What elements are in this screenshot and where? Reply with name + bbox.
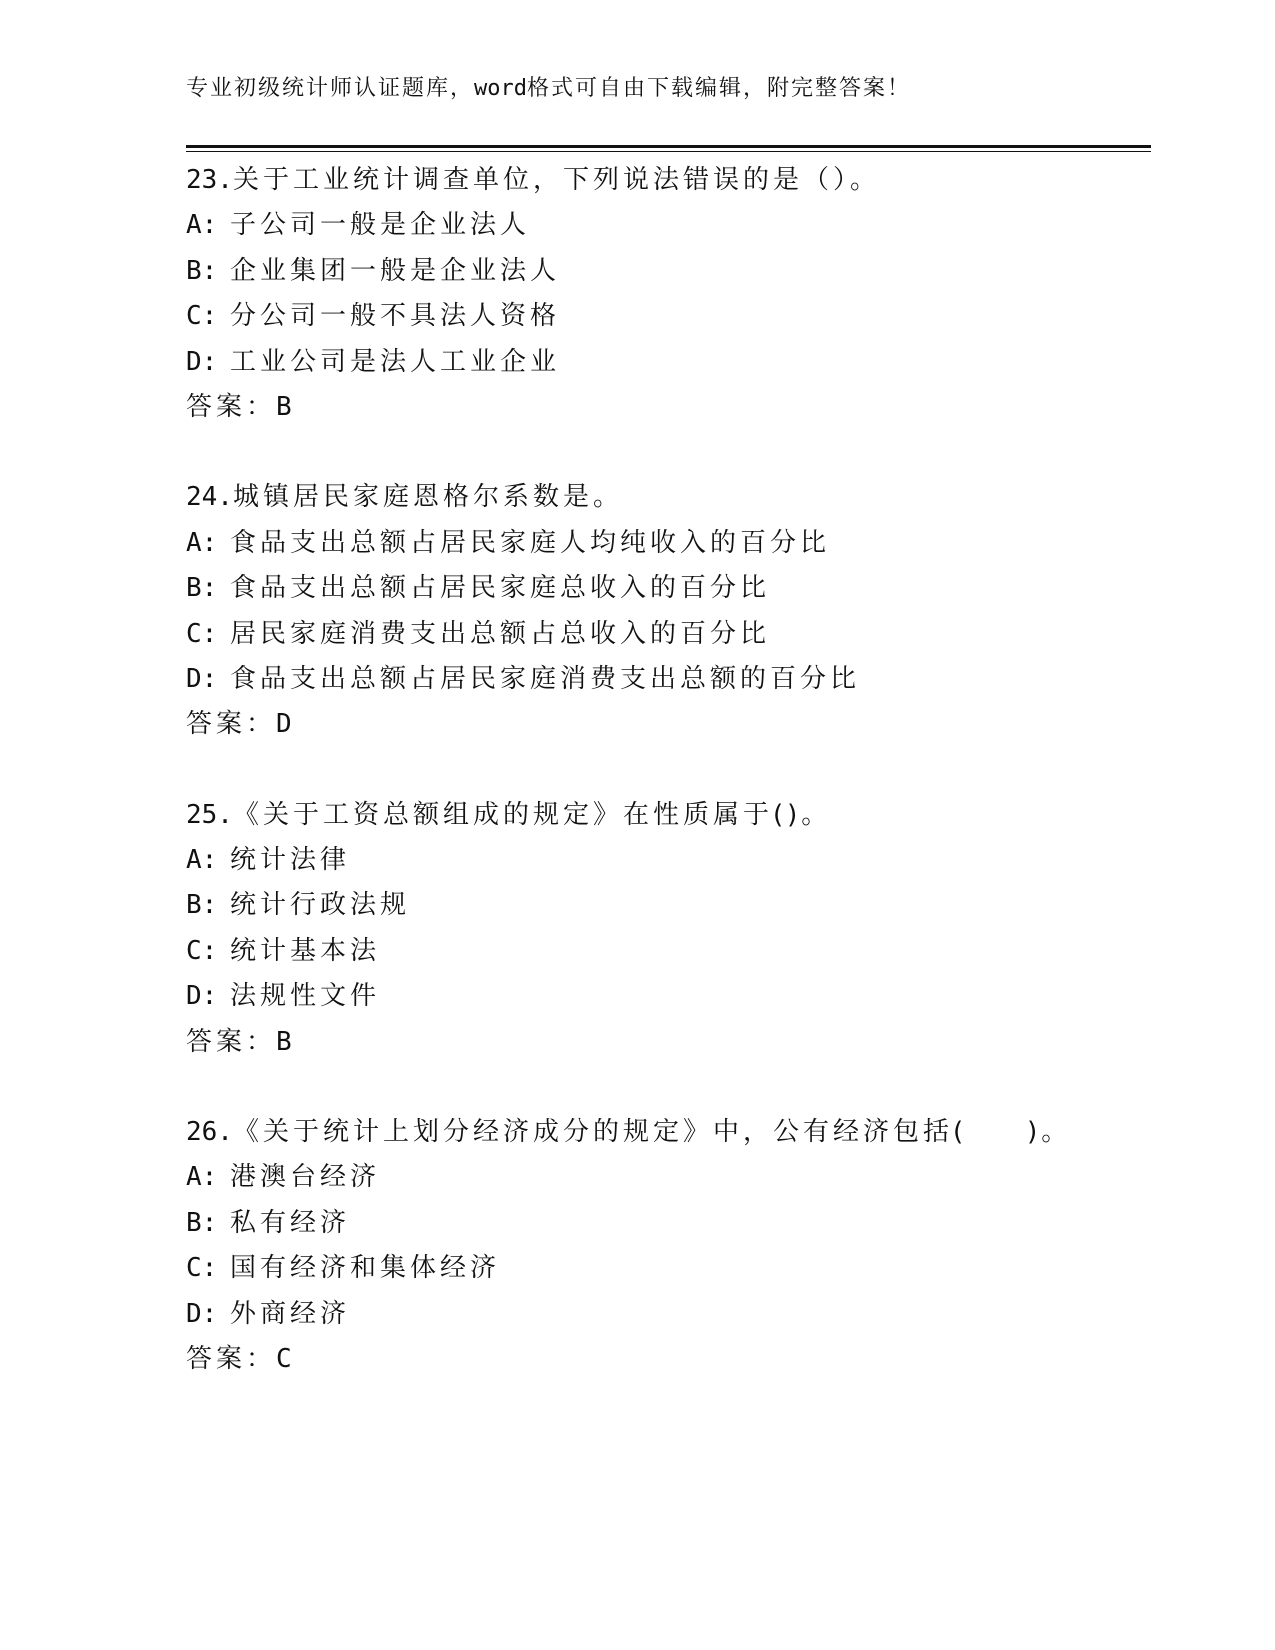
option-key: C: <box>186 618 218 649</box>
option-a <box>186 203 1146 248</box>
answer-value: C <box>276 1343 292 1374</box>
option-d <box>186 340 1146 385</box>
option-key: A: <box>186 210 218 241</box>
option-key: C: <box>186 935 218 966</box>
answer-label: 答案： <box>186 1026 277 1057</box>
option-text: 统计法律 <box>230 845 351 876</box>
option-text: 食品支出总额占居民家庭人均纯收入的百分比 <box>230 527 831 558</box>
option-key: C: <box>186 301 218 332</box>
option-text: 国有经济和集体经济 <box>230 1253 501 1284</box>
answer-value: B <box>276 391 292 422</box>
option-d <box>186 657 1146 702</box>
question-24 <box>186 475 1146 747</box>
header-text-after: 格式可自由下载编辑，附完整答案！ <box>527 76 912 101</box>
option-c <box>186 612 1146 657</box>
page-header <box>186 74 911 104</box>
option-key: D: <box>186 346 218 377</box>
question-26 <box>186 1110 1146 1382</box>
option-text: 法规性文件 <box>230 981 381 1012</box>
question-stem <box>186 475 1146 520</box>
option-key: D: <box>186 663 218 694</box>
option-key: A: <box>186 1162 218 1193</box>
option-b <box>186 249 1146 294</box>
question-text: 城镇居民家庭恩格尔系数是。 <box>232 482 623 513</box>
question-stem <box>186 793 1146 838</box>
option-key: B: <box>186 1207 218 1238</box>
option-text: 港澳台经济 <box>230 1162 381 1193</box>
option-key: B: <box>186 890 218 921</box>
option-key: A: <box>186 527 218 558</box>
header-divider-thick <box>186 145 1151 148</box>
option-c <box>186 294 1146 339</box>
option-key: C: <box>186 1253 218 1284</box>
answer-value: D <box>276 709 292 740</box>
option-b <box>186 566 1146 611</box>
answer <box>186 702 1146 747</box>
option-text: 统计行政法规 <box>230 890 411 921</box>
option-b <box>186 1201 1146 1246</box>
option-c <box>186 929 1146 974</box>
option-text: 食品支出总额占居民家庭消费支出总额的百分比 <box>230 663 861 694</box>
option-text: 工业公司是法人工业企业 <box>230 346 561 377</box>
option-a <box>186 838 1146 883</box>
answer-value: B <box>276 1026 292 1057</box>
option-a <box>186 1155 1146 1200</box>
option-b <box>186 883 1146 928</box>
question-stem <box>186 1110 1146 1155</box>
option-key: A: <box>186 845 218 876</box>
answer-label: 答案： <box>186 1343 277 1374</box>
option-d <box>186 974 1146 1019</box>
option-text: 食品支出总额占居民家庭总收入的百分比 <box>230 573 771 604</box>
option-text: 企业集团一般是企业法人 <box>230 255 561 286</box>
option-key: D: <box>186 981 218 1012</box>
option-c <box>186 1246 1146 1291</box>
option-text: 子公司一般是企业法人 <box>230 210 531 241</box>
option-key: D: <box>186 1298 218 1329</box>
option-key: B: <box>186 573 218 604</box>
question-number: 23. <box>186 165 233 195</box>
question-number: 24. <box>186 482 233 513</box>
question-text: 《关于统计上划分经济成分的规定》中，公有经济包括( )。 <box>232 1117 1072 1148</box>
option-text: 分公司一般不具法人资格 <box>230 301 561 332</box>
header-divider-thin <box>186 151 1151 152</box>
question-list <box>186 158 1146 1427</box>
answer-label: 答案： <box>186 709 277 740</box>
question-number: 25. <box>186 799 233 830</box>
option-text: 居民家庭消费支出总额占总收入的百分比 <box>230 618 771 649</box>
header-text-before: 专业初级统计师认证题库， <box>186 76 475 101</box>
option-d <box>186 1292 1146 1337</box>
question-23 <box>186 158 1146 430</box>
answer <box>186 1020 1146 1065</box>
option-text: 私有经济 <box>230 1207 351 1238</box>
question-number: 26. <box>186 1117 233 1148</box>
answer-label: 答案： <box>186 391 277 422</box>
option-a <box>186 521 1146 566</box>
option-text: 外商经济 <box>230 1298 351 1329</box>
question-stem <box>186 158 1146 203</box>
question-25 <box>186 793 1146 1065</box>
option-key: B: <box>186 255 218 286</box>
answer <box>186 1337 1146 1382</box>
question-text: 关于工业统计调查单位，下列说法错误的是（）。 <box>232 165 880 195</box>
answer <box>186 385 1146 430</box>
option-text: 统计基本法 <box>230 935 381 966</box>
header-text-en: word <box>474 76 527 101</box>
question-text: 《关于工资总额组成的规定》在性质属于()。 <box>232 799 832 830</box>
